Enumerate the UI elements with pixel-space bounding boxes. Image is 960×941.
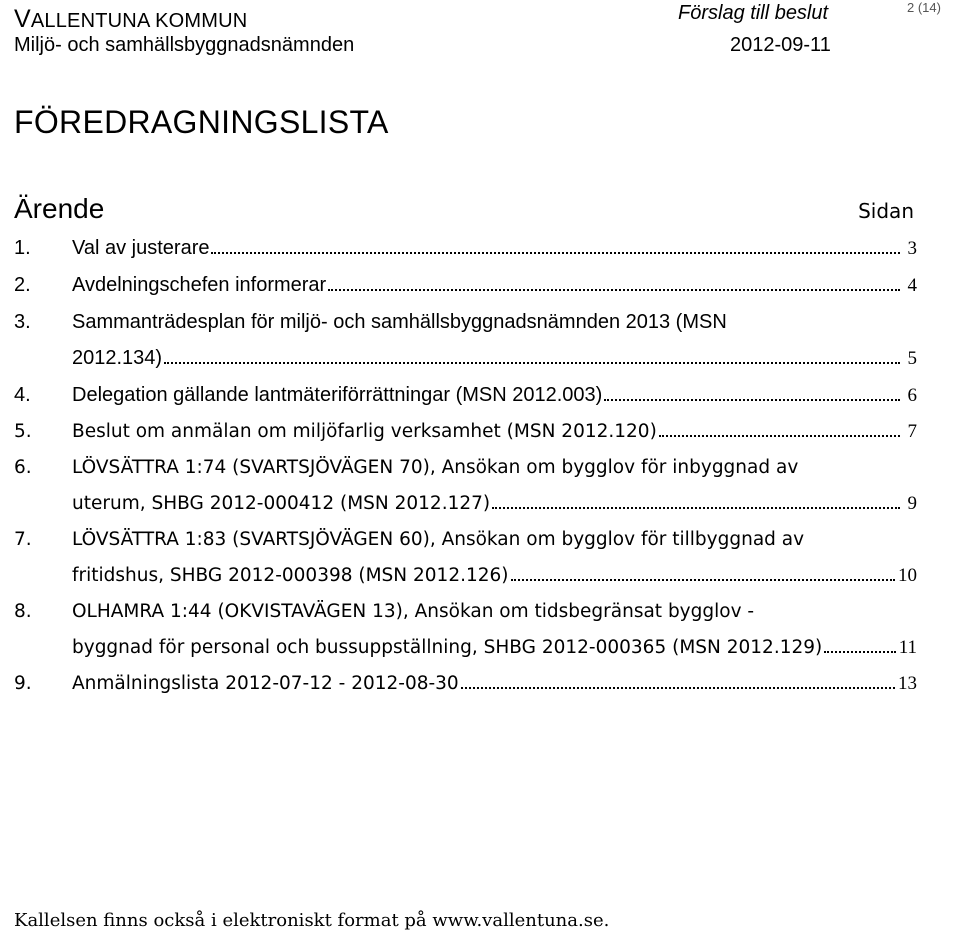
item-text: byggnad för personal och bussuppställning, SHBG 2012-000365 (MSN 2012.129)	[72, 637, 823, 658]
item-text: fritidshus, SHBG 2012-000398 (MSN 2012.126)	[72, 565, 509, 586]
item-text: Val av justerare	[72, 237, 210, 259]
item-page: 13	[898, 673, 917, 694]
item-page: 4	[907, 275, 917, 296]
item-number: 5.	[14, 421, 32, 442]
item-text-line: LÖVSÄTTRA 1:74 (SVARTSJÖVÄGEN 70), Ansökan om bygglov för inbyggnad av	[72, 457, 799, 478]
item-text: Beslut om anmälan om miljöfarlig verksamhet (MSN 2012.120)	[72, 421, 657, 442]
document-status: Förslag till beslut	[678, 2, 829, 24]
column-header-arende: Ärende	[14, 193, 105, 224]
item-text: uterum, SHBG 2012-000412 (MSN 2012.127)	[72, 493, 491, 514]
agenda-item-6	[14, 450, 917, 522]
document-header	[14, 0, 954, 60]
agenda-item-2	[14, 267, 917, 304]
item-number: 2.	[14, 274, 31, 296]
item-text-line: OLHAMRA 1:44 (OKVISTAVÄGEN 13), Ansökan om tidsbegränsat bygglov -	[72, 601, 755, 622]
agenda-item-1	[14, 230, 917, 267]
item-page: 11	[898, 637, 917, 658]
toc-column-headers	[14, 193, 914, 229]
agenda-item-3	[14, 304, 917, 377]
agenda-item-5	[14, 414, 917, 450]
item-page: 3	[907, 238, 917, 259]
item-number: 7.	[14, 529, 32, 550]
page-title: FÖREDRAGNINGSLISTA	[14, 104, 389, 140]
agenda-list	[14, 230, 917, 702]
organization-name: VALLENTUNA KOMMUN	[14, 5, 248, 33]
item-number: 8.	[14, 601, 32, 622]
item-text: Anmälningslista 2012-07-12 - 2012-08-30	[72, 673, 459, 694]
committee-name: Miljö- och samhällsbyggnadsnämnden	[14, 34, 355, 56]
item-text: 2012.134)	[72, 347, 163, 369]
agenda-item-9	[14, 666, 917, 702]
item-text-line: Sammanträdesplan för miljö- och samhällsbyggnadsnämnden 2013 (MSN	[72, 311, 727, 333]
item-number: 4.	[14, 384, 31, 406]
footer-note: Kallelsen finns också i elektroniskt format på www.vallentuna.se.	[14, 910, 610, 931]
item-text-line: LÖVSÄTTRA 1:83 (SVARTSJÖVÄGEN 60), Ansökan om bygglov för tillbyggnad av	[72, 529, 805, 550]
agenda-item-4	[14, 377, 917, 414]
agenda-item-8	[14, 594, 917, 666]
item-page: 7	[907, 421, 917, 442]
item-page: 10	[898, 565, 917, 586]
item-number: 9.	[14, 673, 32, 694]
item-page: 5	[907, 348, 917, 369]
agenda-item-7	[14, 522, 917, 594]
column-header-sidan: Sidan	[858, 199, 914, 223]
item-page: 9	[907, 493, 917, 514]
item-text: Delegation gällande lantmäteriförrättningar (MSN 2012.003)	[72, 384, 603, 406]
item-number: 3.	[14, 311, 31, 333]
item-page: 6	[907, 385, 917, 406]
item-number: 1.	[14, 237, 31, 259]
meeting-date: 2012-09-11	[730, 34, 831, 56]
item-text: Avdelningschefen informerar	[72, 274, 327, 296]
item-number: 6.	[14, 457, 32, 478]
page-number: 2 (14)	[907, 0, 941, 15]
